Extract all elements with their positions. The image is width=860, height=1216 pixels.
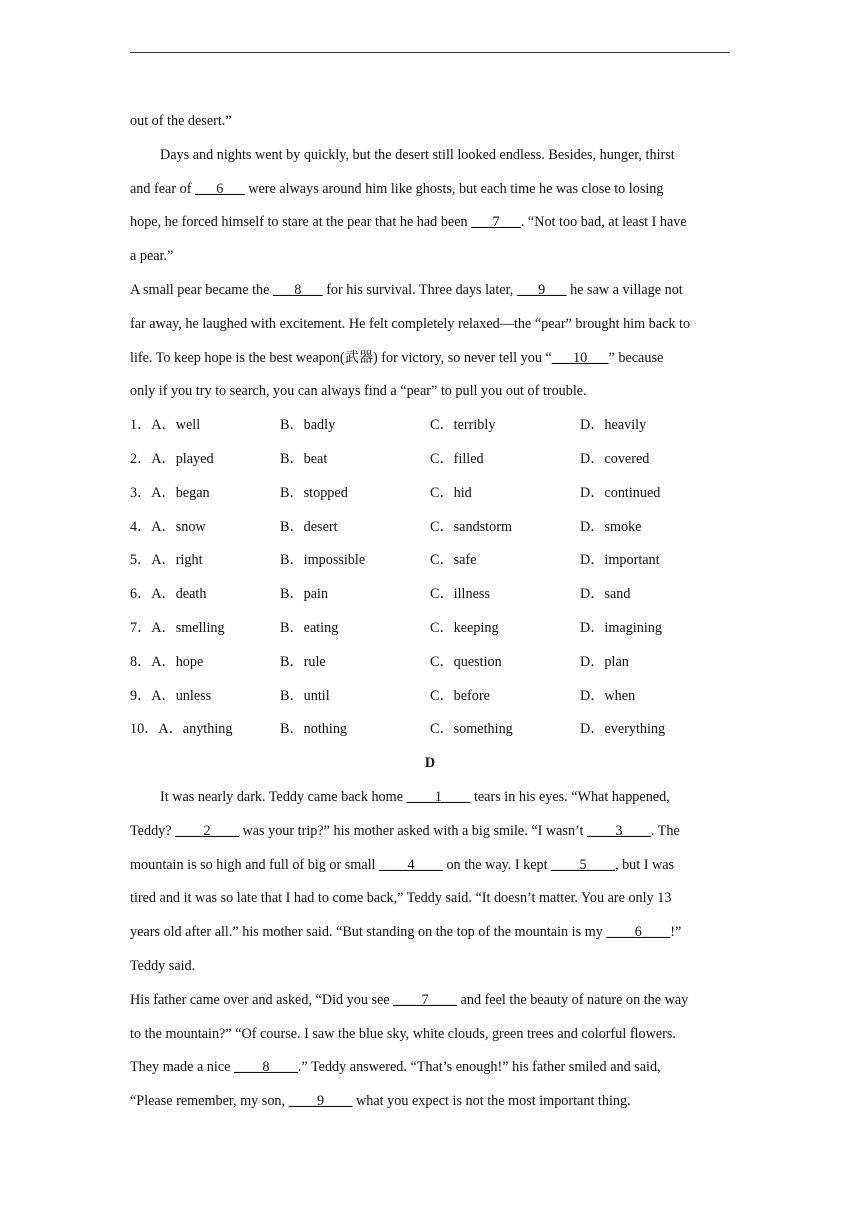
blank-6: ____6____ (606, 924, 671, 941)
header-rule (130, 52, 730, 53)
option-c: C．something (430, 721, 513, 738)
blank-2: ____2____ (175, 822, 239, 839)
passage-line: life. To keep hope is the best weapon(武器) for victory, so never tell you “___10___” because (130, 349, 664, 366)
option-a: 2．A．played (130, 450, 214, 467)
blank-7: ___7___ (471, 214, 521, 231)
blank-8: ___8___ (273, 281, 323, 298)
option-a: 5．A．right (130, 552, 203, 569)
blank-6: ___6___ (195, 180, 245, 197)
option-b: B．impossible (280, 552, 366, 569)
section-heading: D (424, 755, 436, 772)
passage-line: Days and nights went by quickly, but the desert still looked endless. Besides, hunger, thirst (160, 146, 675, 163)
option-b: B．badly (280, 417, 336, 434)
blank-1: ____1____ (406, 788, 471, 805)
option-c: C．illness (430, 586, 490, 603)
option-b: B．until (280, 687, 330, 704)
option-b: B．pain (280, 586, 329, 603)
option-d: D．continued (580, 484, 661, 501)
passage-line: Teddy? ____2____ was your trip?” his mother asked with a big smile. “I wasn’t ____3____. The (130, 822, 680, 839)
option-c: C．filled (430, 450, 484, 467)
option-b: B．eating (280, 619, 339, 636)
option-row (130, 578, 730, 612)
passage-line: only if you try to search, you can always find a “pear” to pull you out of trouble. (130, 383, 587, 400)
option-d: D．important (580, 552, 660, 569)
option-row (130, 680, 730, 714)
passage-line: far away, he laughed with excitement. He felt completely relaxed—the “pear” brought him back to (130, 315, 691, 332)
passage-line: A small pear became the ___8___ for his survival. Three days later, ___9___ he saw a village not (130, 281, 683, 298)
blank-4: ____4____ (379, 856, 443, 873)
document-body (130, 105, 730, 1119)
options-list (130, 409, 730, 747)
option-b: B．beat (280, 450, 328, 467)
option-c: C．hid (430, 484, 472, 501)
option-d: D．smoke (580, 518, 642, 535)
option-a: 9．A．unless (130, 687, 212, 704)
blank-7: ____7____ (393, 991, 457, 1008)
option-d: D．imagining (580, 619, 662, 636)
passage-line: a pear.” (130, 248, 174, 265)
passage-line: His father came over and asked, “Did you see ____7____ and feel the beauty of nature on the way (130, 991, 689, 1008)
passage-line: out of the desert.” (130, 113, 232, 129)
option-c: C．safe (430, 552, 477, 569)
option-row (130, 477, 730, 511)
option-a: 1．A．well (130, 417, 201, 434)
blank-10: ___10___ (551, 349, 609, 366)
option-a: 10．A．anything (130, 721, 233, 738)
option-b: B．stopped (280, 484, 348, 501)
passage-line: and fear of ___6___ were always around him like ghosts, but each time he was close to losing (130, 180, 664, 197)
passage-line: “Please remember, my son, ____9____ what you expect is not the most important thing. (130, 1093, 631, 1110)
passage-line: years old after all.” his mother said. “But standing on the top of the mountain is my ____6____!” (130, 924, 682, 941)
option-d: D．heavily (580, 417, 647, 434)
option-b: B．desert (280, 518, 338, 535)
option-c: C．terribly (430, 417, 496, 434)
option-row (130, 511, 730, 545)
option-a: 7．A．smelling (130, 619, 225, 636)
option-row (130, 713, 730, 747)
option-d: D．when (580, 687, 636, 704)
passage-line: They made a nice ____8____.” Teddy answered. “That’s enough!” his father smiled and said, (130, 1059, 661, 1076)
blank-9: ____9____ (288, 1093, 353, 1110)
option-row (130, 544, 730, 578)
blank-8: ____8____ (234, 1059, 298, 1076)
option-c: C．sandstorm (430, 518, 512, 535)
option-d: D．everything (580, 721, 666, 738)
option-a: 8．A．hope (130, 653, 204, 670)
option-c: C．question (430, 653, 502, 670)
passage-line: to the mountain?” “Of course. I saw the blue sky, white clouds, green trees and colorful flowers. (130, 1025, 676, 1042)
passage-line: mountain is so high and full of big or small ____4____ on the way. I kept ____5____, but I was (130, 856, 675, 873)
option-row (130, 612, 730, 646)
option-d: D．plan (580, 653, 629, 670)
passage-line: It was nearly dark. Teddy came back home ____1____ tears in his eyes. “What happened, (160, 788, 670, 805)
option-b: B．nothing (280, 721, 348, 738)
blank-9: ___9___ (516, 281, 567, 298)
option-c: C．before (430, 687, 490, 704)
option-d: D．sand (580, 586, 631, 603)
option-c: C．keeping (430, 619, 499, 636)
passage-line: tired and it was so late that I had to come back,” Teddy said. “It doesn’t matter. You are only 13 (130, 890, 672, 907)
passage-line: hope, he forced himself to stare at the pear that he had been ___7___. “Not too bad, at least I have (130, 214, 687, 231)
option-row (130, 443, 730, 477)
passage-line: Teddy said. (130, 957, 196, 974)
blank-3: ____3____ (587, 822, 651, 839)
option-a: 3．A．began (130, 484, 210, 501)
option-a: 4．A．snow (130, 518, 206, 535)
option-b: B．rule (280, 653, 326, 670)
option-d: D．covered (580, 450, 650, 467)
option-a: 6．A．death (130, 586, 207, 603)
option-row (130, 409, 730, 443)
blank-5: ____5____ (551, 856, 615, 873)
option-row (130, 646, 730, 680)
